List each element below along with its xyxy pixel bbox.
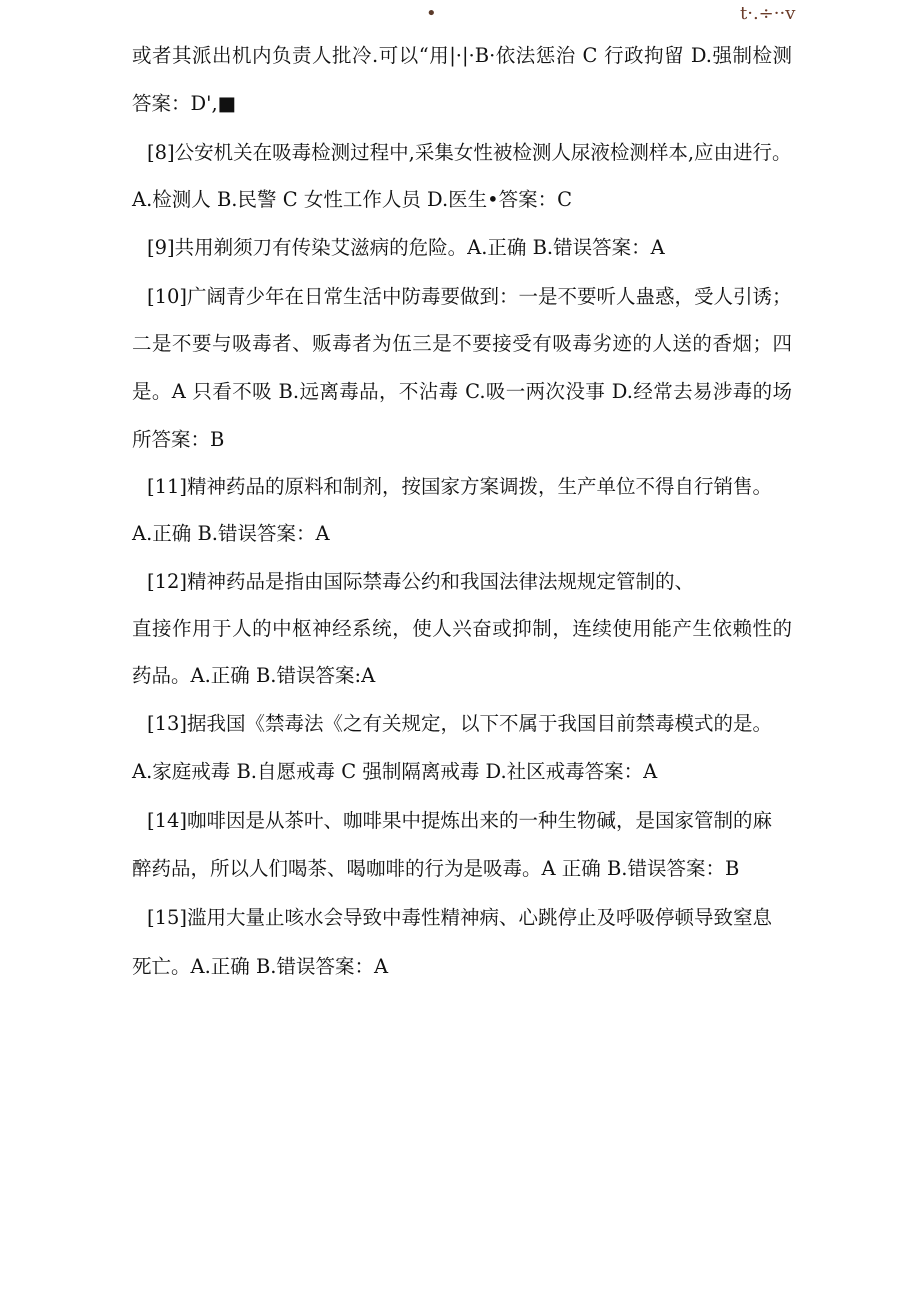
text-line: A.正确 B.错误答案：A <box>132 522 330 545</box>
text-line: 药品。A.正确 B.错误答案:A <box>132 664 376 687</box>
text-line: 醉药品，所以人们喝茶、喝咖啡的行为是吸毒。A 正确 B.错误答案：B <box>132 857 740 880</box>
question-14: [14]咖啡因是从茶叶、咖啡果中提炼出来的一种生物碱，是国家管制的麻 <box>147 809 773 832</box>
question-12: [12]精神药品是指由国际禁毒公约和我国法律法规规定管制的、 <box>147 570 695 593</box>
question-9: [9]共用剃须刀有传染艾滋病的危险。A.正确 B.错误答案：A <box>147 236 665 259</box>
text-line: 或者其派出机内负责人批冷.可以“用|·|·B·依法惩治 C 行政拘留 D.强制检测 <box>132 44 792 67</box>
text-line: A.家庭戒毒 B.自愿戒毒 C 强制隔离戒毒 D.社区戒毒答案：A <box>132 760 658 783</box>
text-line: A.检测人 B.民警 C 女性工作人员 D.医生•答案：C <box>132 188 573 211</box>
question-15: [15]滥用大量止咳水会导致中毒性精神病、心跳停止及呼吸停顿导致窒息 <box>147 906 773 929</box>
text-line: 死亡。A.正确 B.错误答案：A <box>132 955 389 978</box>
text-line: 二是不要与吸毒者、贩毒者为伍三是不要接受有吸毒劣迹的人送的香烟；四 <box>132 332 792 355</box>
question-13: [13]据我国《禁毒法《之有关规定，以下不属于我国目前禁毒模式的是。 <box>147 712 773 735</box>
header-corner-mark: t·.÷··v <box>740 3 796 24</box>
question-11: [11]精神药品的原料和制剂，按国家方案调拨，生产单位不得自行销售。 <box>147 475 773 498</box>
text-line: 答案：D',■ <box>132 92 237 115</box>
text-line: 是。A 只看不吸 B.远离毒品，不沾毒 C.吸一两次没事 D.经常去易涉毒的场 <box>132 380 792 403</box>
text-line: 直接作用于人的中枢神经系统，使人兴奋或抑制，连续使用能产生依赖性的 <box>132 617 792 640</box>
question-8: [8]公安机关在吸毒检测过程中,采集女性被检测人尿液检测样本,应由进行。 <box>147 141 792 164</box>
question-10: [10]广阔青少年在日常生活中防毒要做到：一是不要听人蛊惑，受人引诱； <box>147 285 792 308</box>
header-dot: • <box>426 3 437 24</box>
text-line: 所答案：B <box>132 428 225 451</box>
